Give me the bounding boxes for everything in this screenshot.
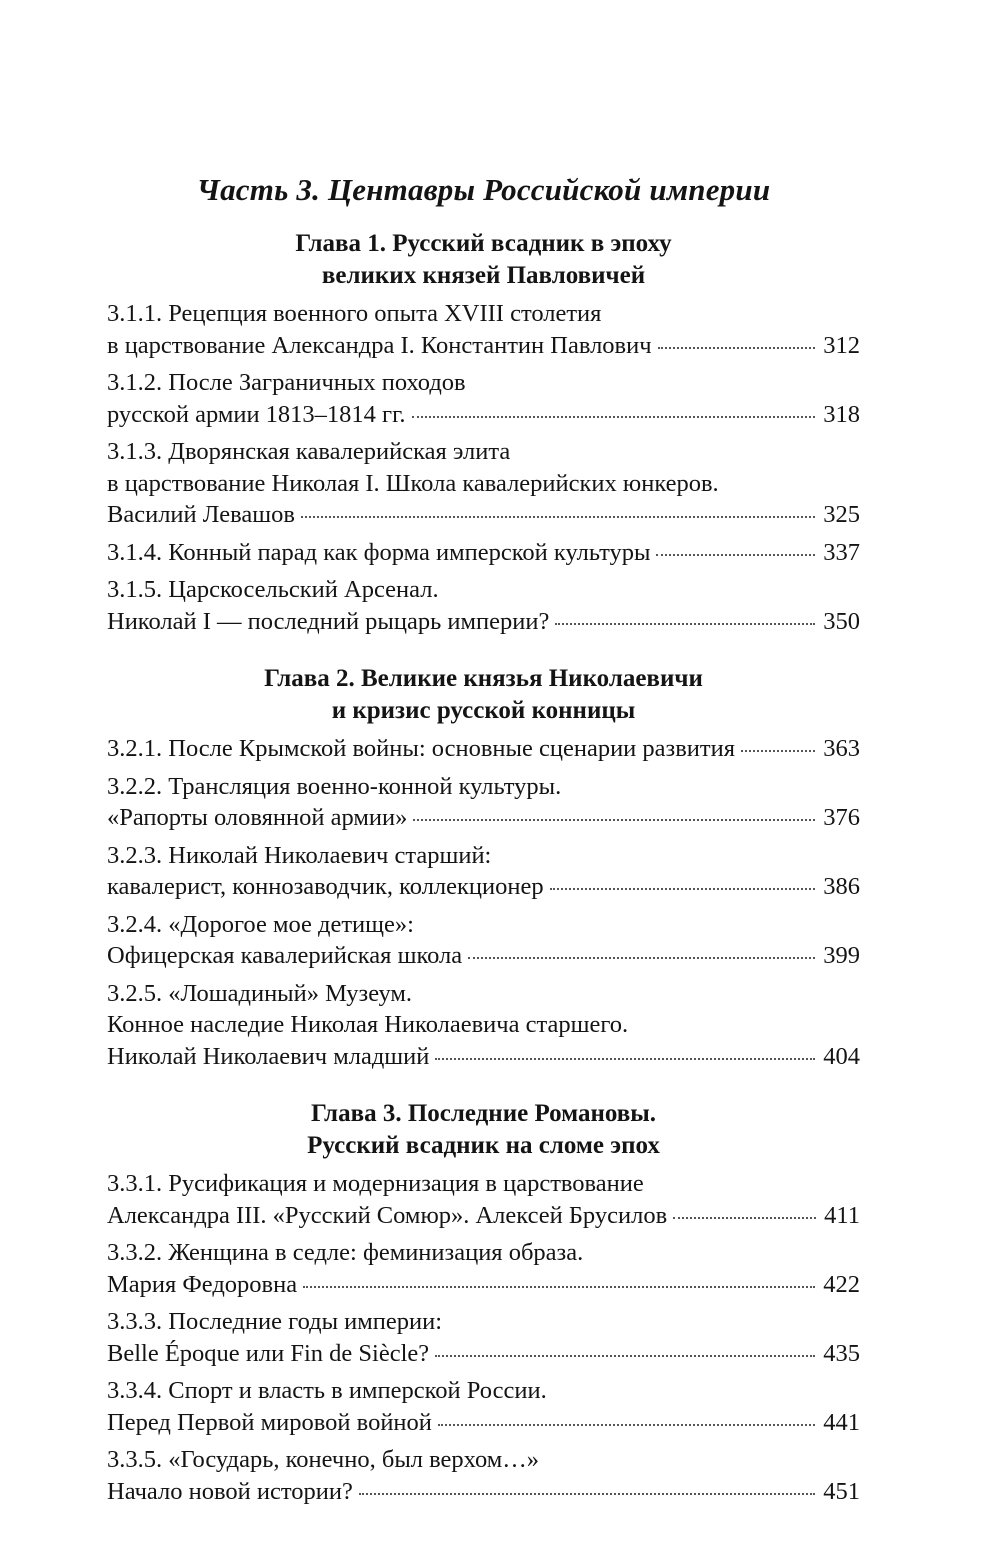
entry-text-line: 3.3.1. Русификация и модернизация в царствование	[107, 1170, 644, 1197]
toc-entry[interactable]	[107, 1306, 860, 1369]
table-of-contents	[107, 170, 860, 1507]
entry-last-line	[107, 499, 860, 531]
chapter-title-line: Глава 2. Великие князья Николаевичи	[264, 665, 703, 692]
entry-text-line: 3.1.5. Царскосельский Арсенал.	[107, 576, 439, 603]
toc-entry[interactable]	[107, 771, 860, 834]
entry-text-line: кавалерист, коннозаводчик, коллекционер	[107, 873, 544, 900]
entry-text-line: 3.2.3. Николай Николаевич старший:	[107, 841, 492, 869]
toc-entry[interactable]	[107, 298, 860, 361]
toc-entry[interactable]	[107, 733, 860, 765]
toc-entry[interactable]	[107, 840, 860, 903]
entry-last-line	[107, 1407, 860, 1439]
toc-entry[interactable]	[107, 909, 860, 972]
page-number: 422	[823, 1270, 860, 1298]
entry-text-line: 3.1.1. Рецепция военного опыта XVIII столетия	[107, 300, 602, 327]
chapter-title-line: Русский всадник на сломе эпох	[307, 1132, 660, 1159]
entry-text-line: Перед Первой мировой войной	[107, 1408, 432, 1436]
dot-leader	[303, 1286, 815, 1288]
chapter-section	[107, 663, 860, 1072]
entry-text-line: 3.2.4. «Дорогое мое детище»:	[107, 910, 414, 938]
entry-last-line	[107, 1269, 860, 1301]
chapter-section	[107, 228, 860, 637]
entry-text-line: 3.3.4. Спорт и власть в имперской России.	[107, 1377, 547, 1404]
entry-text-line: Василий Левашов	[107, 501, 295, 528]
entry-text-line: в царствование Николая I. Школа кавалерийских юнкеров.	[107, 469, 719, 497]
entry-last-line	[107, 1338, 860, 1370]
entry-text-line: 3.3.5. «Государь, конечно, был верхом…»	[107, 1446, 540, 1473]
entry-text-line: 3.3.2. Женщина в седле: феминизация образа.	[107, 1239, 584, 1266]
chapter-title-line: и кризис русской конницы	[331, 697, 636, 724]
page-number: 337	[823, 538, 860, 566]
page-number: 441	[823, 1408, 860, 1436]
entry-text-line: русской армии 1813–1814 гг.	[107, 400, 406, 428]
page-number: 411	[824, 1201, 860, 1229]
dot-leader	[435, 1058, 815, 1060]
toc-entry[interactable]	[107, 1375, 860, 1438]
chapter-title-line: Глава 1. Русский всадник в эпоху	[295, 230, 672, 257]
entry-text-line: Мария Федоровна	[107, 1270, 298, 1298]
toc-entry[interactable]	[107, 537, 860, 569]
dot-leader	[656, 554, 815, 556]
dot-leader	[741, 750, 815, 752]
page-number: 363	[823, 735, 860, 762]
page-number: 312	[823, 331, 860, 359]
entry-text-line: 3.1.2. После Заграничных походов	[107, 369, 466, 396]
entry-text-line: Belle Époque или Fin de Siècle?	[107, 1339, 430, 1367]
page-number: 451	[823, 1477, 860, 1505]
part-title: Часть 3. Центавры Российской империи	[196, 172, 771, 207]
entry-last-line	[107, 1200, 860, 1232]
entry-last-line	[107, 940, 860, 972]
entry-text-line: Александра III. «Русский Сомюр». Алексей Брусилов	[107, 1201, 668, 1229]
dot-leader	[555, 623, 815, 625]
toc-entry[interactable]	[107, 978, 860, 1073]
page-number: 404	[823, 1042, 860, 1070]
toc-entry[interactable]	[107, 367, 860, 430]
toc-entry[interactable]	[107, 436, 860, 531]
chapter-title-line: великих князей Павловичей	[321, 262, 646, 289]
entry-last-line	[107, 1041, 860, 1073]
dot-leader	[359, 1493, 815, 1495]
toc-entry[interactable]	[107, 574, 860, 637]
page-number: 399	[823, 942, 860, 969]
entry-text-line: 3.1.3. Дворянская кавалерийская элита	[107, 438, 511, 465]
entry-text-line: Начало новой истории?	[107, 1477, 353, 1505]
entry-text-line: 3.3.3. Последние годы империи:	[107, 1308, 443, 1335]
dot-leader	[468, 957, 815, 959]
entry-text-line: в царствование Александра I. Константин Павлович	[107, 331, 652, 359]
entry-last-line	[107, 330, 860, 362]
entry-text-line: «Рапорты оловянной армии»	[107, 804, 408, 831]
entry-text-line: Николай Николаевич младший	[107, 1042, 430, 1070]
toc-entry[interactable]	[107, 1168, 860, 1231]
entry-last-line	[107, 399, 860, 431]
page-number: 318	[823, 400, 860, 428]
entry-last-line	[107, 1476, 860, 1508]
entry-last-line	[107, 733, 860, 765]
dot-leader	[438, 1424, 815, 1426]
entry-last-line	[107, 606, 860, 638]
dot-leader	[435, 1355, 815, 1357]
dot-leader	[550, 888, 816, 890]
entry-last-line	[107, 802, 860, 834]
entry-text-line: Офицерская кавалерийская школа	[107, 942, 463, 969]
toc-entry[interactable]	[107, 1444, 860, 1507]
entry-text-line: Конное наследие Николая Николаевича старшего.	[107, 1011, 629, 1038]
entry-text-line: 3.2.5. «Лошадиный» Музеум.	[107, 979, 413, 1007]
dot-leader	[413, 819, 815, 821]
chapter-title-line: Глава 3. Последние Романовы.	[310, 1100, 657, 1127]
page-number: 325	[823, 501, 860, 528]
page-number: 376	[823, 804, 860, 831]
dot-leader	[658, 347, 816, 349]
entry-text-line: Николай I — последний рыцарь империи?	[107, 607, 550, 635]
page-number: 435	[823, 1339, 860, 1367]
dot-leader	[301, 516, 815, 518]
chapter-section	[107, 1098, 860, 1507]
entry-text-line: 3.2.1. После Крымской войны: основные сценарии развития	[107, 735, 735, 762]
entry-text-line: 3.1.4. Конный парад как форма имперской культуры	[107, 538, 651, 566]
entry-text-line: 3.2.2. Трансляция военно-конной культуры.	[107, 772, 562, 800]
toc-entry[interactable]	[107, 1237, 860, 1300]
dot-leader	[673, 1217, 816, 1219]
page-number: 350	[823, 607, 860, 635]
entry-last-line	[107, 871, 860, 903]
chapters-container	[107, 228, 860, 1507]
page-number: 386	[823, 873, 860, 900]
dot-leader	[412, 416, 816, 418]
entry-last-line	[107, 537, 860, 569]
